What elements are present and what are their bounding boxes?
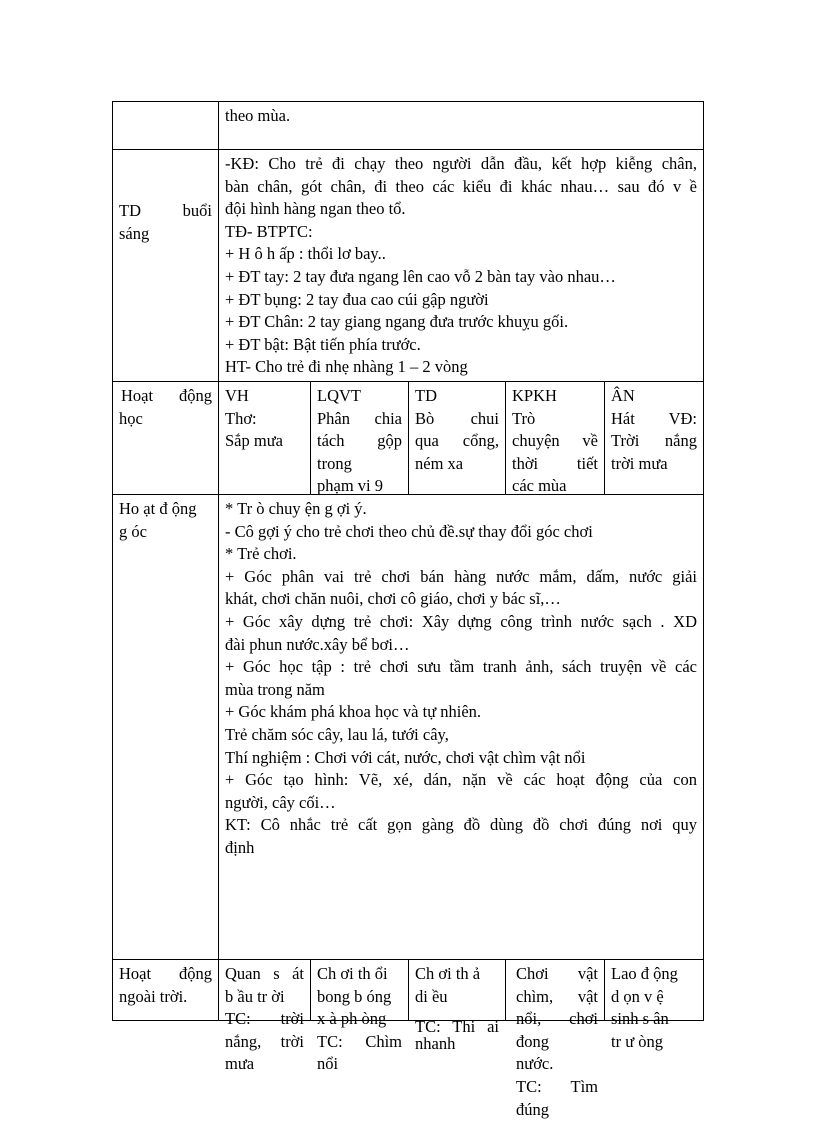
- row-content-cell: [218, 495, 703, 959]
- cell-line: x à ph òng: [317, 1009, 387, 1029]
- cell-line: đong: [516, 1031, 549, 1051]
- row-label: học: [119, 408, 143, 428]
- cell-line: qua cổng,: [415, 431, 499, 451]
- content-line: đội hình hàng ngan theo tổ.: [225, 199, 406, 219]
- content-line: + H ô h ấp : thổi lơ bay..: [225, 244, 386, 264]
- content-line: + ĐT Chân: 2 tay giang ngang đưa trước khuỵu gối.: [225, 312, 569, 332]
- content-line: định: [225, 837, 255, 857]
- cell-line: Phân chia: [317, 408, 402, 428]
- cell-line: Chơi vật: [516, 964, 598, 983]
- cell-line: TC: Chìm: [317, 1031, 402, 1051]
- cell-line: TC: trời: [225, 1009, 304, 1029]
- outdoor-cell-3: [408, 960, 505, 1054]
- cell-line: di ều: [415, 986, 448, 1006]
- cell-line: các mùa: [512, 476, 567, 496]
- cell-line: Lao đ ộng: [611, 964, 678, 983]
- cell-line: TC: Thi ai: [415, 1017, 499, 1037]
- content-line: * Tr ò chuy ện g ợi ý.: [225, 499, 367, 518]
- row-label: g óc: [119, 521, 147, 541]
- cell-line: nhanh: [415, 1034, 456, 1054]
- cell-line: nổi: [317, 1054, 339, 1074]
- activity-cell-vh: [218, 382, 310, 494]
- activity-cell-an: [604, 382, 703, 494]
- activity-cell-lqvt: [310, 382, 408, 494]
- content-line: KT: Cô nhắc trẻ cất gọn gàng đồ dùng đồ chơi đúng nơi quy: [225, 815, 697, 835]
- content-line: + ĐT bật: Bật tiến phía trước.: [225, 334, 421, 354]
- content-line: + Góc phân vai trẻ chơi bán hàng nước mắm, dấm, nước giải: [225, 566, 697, 586]
- content-line: + Góc xây dựng trẻ chơi: Xây dựng công trình nước sạch . XD: [225, 611, 697, 631]
- cell-line: Hát VĐ:: [611, 408, 697, 428]
- cell-line: nắng, trời: [225, 1031, 304, 1051]
- content-line: * Trẻ chơi.: [225, 544, 297, 564]
- content-line: TĐ- BTPTC:: [225, 221, 313, 241]
- table-row: [113, 150, 703, 382]
- row-label-cell: [113, 495, 218, 959]
- content-line: HT- Cho trẻ đi nhẹ nhàng 1 – 2 vòng: [225, 357, 468, 377]
- content-line: Thí nghiệm : Chơi với cát, nước, chơi vật chìm vật nổi: [225, 747, 586, 767]
- cell-line: ném xa: [415, 453, 464, 473]
- row-label: Hoạt động: [121, 386, 212, 405]
- cell-line: VH: [225, 386, 249, 405]
- content-line: -KĐ: Cho trẻ đi chạy theo người dẫn đầu, kết hợp kiễng chân,: [225, 154, 697, 173]
- cell-line: Quan s át: [225, 964, 304, 983]
- cell-line: sinh s ân: [611, 1009, 669, 1029]
- cell-line: TD: [415, 386, 437, 405]
- cell-line: phạm vi 9: [317, 476, 383, 496]
- cell-line: ÂN: [611, 386, 635, 405]
- cell-line: trời mưa: [611, 453, 668, 473]
- content-line: + ĐT tay: 2 tay đưa ngang lên cao vỗ 2 bàn tay vào nhau…: [225, 266, 616, 286]
- row-label-cell: [113, 102, 218, 149]
- cell-line: tr ư òng: [611, 1031, 664, 1051]
- activity-cell-kpkh: [505, 382, 604, 494]
- lesson-plan-table: [112, 101, 704, 1119]
- cell-line: thời tiết: [512, 453, 598, 473]
- cell-line: Ch ơi th ổi: [317, 964, 388, 983]
- table-row: [113, 102, 703, 150]
- content-line: + Góc khám phá khoa học và tự nhiên.: [225, 702, 482, 722]
- row-content-cell: [218, 150, 703, 381]
- content-line: đài phun nước.xây bể bơi…: [225, 634, 410, 654]
- row-label: ngoài trời.: [119, 986, 188, 1006]
- cell-line: LQVT: [317, 386, 361, 405]
- cell-line: mưa: [225, 1054, 255, 1074]
- content-line: khát, chơi chăn nuôi, chơi cô giáo, chơi y bác sĩ,…: [225, 589, 561, 609]
- cell-line: Bò chui: [415, 408, 499, 428]
- activity-cell-td: [408, 382, 505, 494]
- row-content-cell: [218, 102, 703, 149]
- cell-line: b ầu tr ời: [225, 986, 285, 1006]
- cell-line: chìm, vật: [516, 986, 598, 1006]
- cell-line: chuyện về: [512, 431, 598, 451]
- outdoor-cell-5: [604, 960, 703, 1051]
- outdoor-cell-1: [218, 960, 310, 1074]
- row-label-cell: [113, 150, 218, 381]
- content-line: bàn chân, gót chân, đi theo các kiểu đi khác nhau… sau đó v ề: [225, 176, 697, 196]
- content-line: người, cây cối…: [225, 792, 336, 812]
- content-line: + ĐT bụng: 2 tay đua cao cúi gập người: [225, 289, 489, 309]
- row-label: TD buổi: [119, 201, 212, 220]
- cell-line: đúng: [516, 1099, 549, 1119]
- content-line: + Góc học tập : trẻ chơi sưu tầm tranh ảnh, sách truyện về các: [225, 657, 697, 677]
- cell-line: Ch ơi th ả: [415, 964, 481, 983]
- cell-line: nổi, chơi: [516, 1009, 598, 1029]
- cell-line: trong: [317, 453, 352, 473]
- cell-line: d ọn v ệ: [611, 986, 664, 1006]
- table-row: [113, 495, 703, 960]
- cell-line: nước.: [516, 1054, 554, 1074]
- cell-line: Trời nắng: [611, 431, 697, 451]
- cell-line: Trò: [512, 408, 536, 428]
- row-label: Ho ạt đ ộng: [119, 499, 197, 518]
- cell-line: Thơ:: [225, 408, 257, 428]
- content-line: + Góc tạo hình: Vẽ, xé, dán, nặn về các hoạt động của con: [225, 770, 697, 790]
- cell-line: TC: Tìm: [516, 1076, 598, 1096]
- table-row: [113, 960, 703, 1119]
- content-line: Trẻ chăm sóc cây, lau lá, tưới cây,: [225, 724, 449, 744]
- outdoor-cell-2: [310, 960, 408, 1074]
- row-label-cell: [113, 382, 218, 494]
- content-line: mùa trong năm: [225, 679, 325, 699]
- content-line: theo mùa.: [225, 106, 291, 125]
- cell-line: bong b óng: [317, 986, 392, 1006]
- content-line: - Cô gợi ý cho trẻ chơi theo chủ đề.sự thay đổi góc chơi: [225, 521, 593, 541]
- row-label: Hoạt động: [119, 964, 212, 983]
- row-label-cell: [113, 960, 218, 1020]
- cell-line: KPKH: [512, 386, 557, 405]
- table-row: [113, 382, 703, 495]
- cell-line: tách gộp: [317, 431, 402, 451]
- cell-line: Sắp mưa: [225, 431, 283, 451]
- row-label: sáng: [119, 223, 150, 243]
- outdoor-cell-4: [505, 960, 604, 1119]
